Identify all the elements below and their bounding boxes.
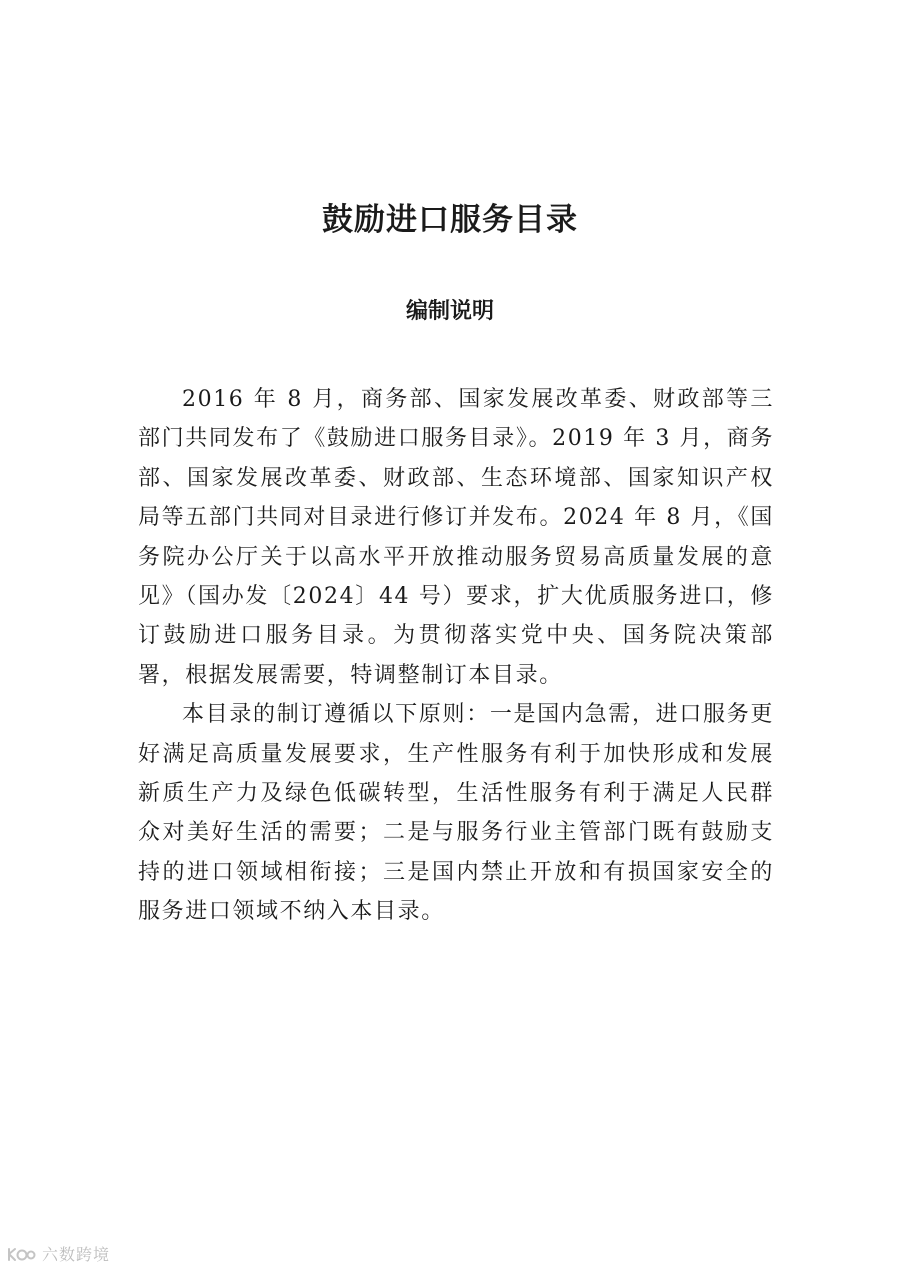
watermark-text: 六数跨境 bbox=[42, 1245, 111, 1264]
paragraph-principles: 本目录的制订遵循以下原则：一是国内急需，进口服务更好满足高质量发展要求，生产性服务有利于加快形成和发展新质生产力及绿色低碳转型，生活性服务有利于满足人民群众对美好生活的需要；二是与服务行业主管部门既有鼓励支持的进口领域相衔接；三是国内禁止开放和有损国家安全的服务进口领域不纳入本目录。 bbox=[138, 702, 774, 925]
document-body bbox=[138, 380, 774, 932]
brand-logo-icon bbox=[6, 1245, 36, 1263]
watermark bbox=[6, 1242, 110, 1265]
document-subtitle: 编制说明 bbox=[405, 299, 494, 324]
document-title: 鼓励进口服务目录 bbox=[322, 202, 578, 238]
paragraph-background: 2016 年 8 月，商务部、国家发展改革委、财政部等三部门共同发布了《鼓励进口服务目录》。2019 年 3 月，商务部、国家发展改革委、财政部、生态环境部、国家知识产权局等五部门共同对目录进行修订并发布。2024 年 8 月，《国务院办公厅关于以高水平开放推动服务贸易高质量发展的意见》（国办发〔2024〕44 号）要求，扩大优质服务进口，修订鼓励进口服务目录。为贯彻落实党中央、国务院决策部署，根据发展需要，特调整制订本目录。 bbox=[138, 387, 774, 688]
